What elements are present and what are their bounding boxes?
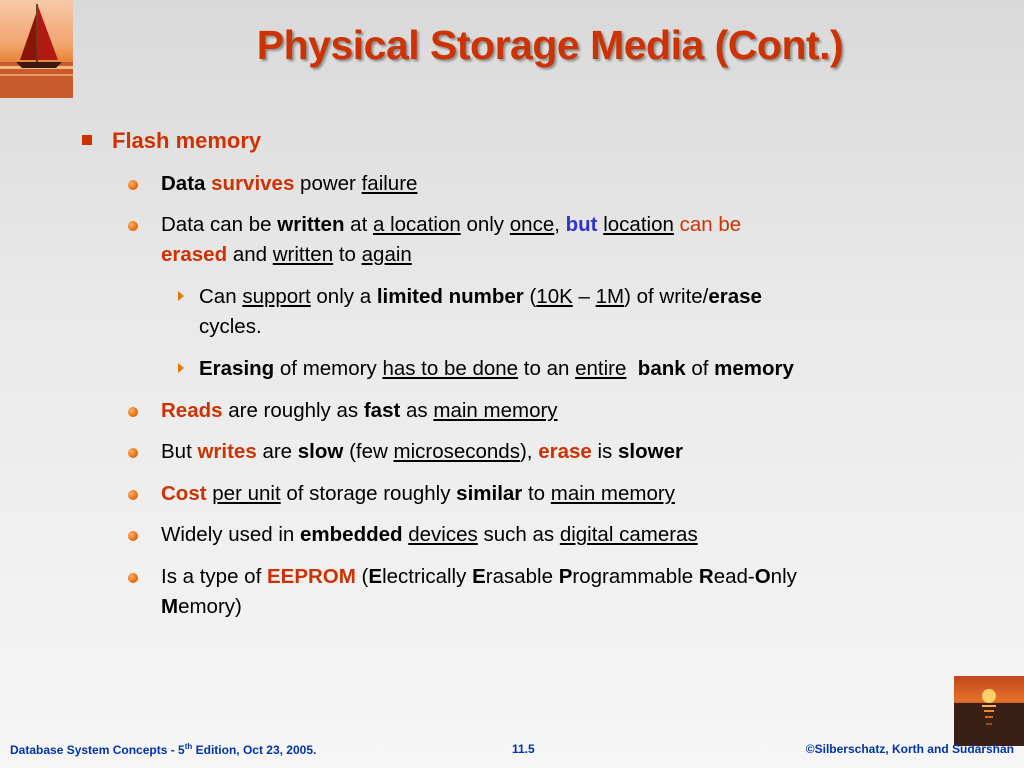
sailboat-icon: [0, 0, 73, 98]
bullet-item: Data survives power failure: [128, 169, 958, 199]
arrow-bullet-icon: [178, 363, 184, 373]
bullet-dot-icon: [128, 221, 138, 231]
square-bullet-icon: [82, 135, 92, 145]
bullet-dot-icon: [128, 573, 138, 583]
footer-page-number: 11.5: [512, 742, 535, 756]
sub-bullet-item: Can support only a limited number (10K – 1M) of write/erase cycles.: [178, 282, 958, 342]
bullet-dot-icon: [128, 407, 138, 417]
bullet-item: But writes are slow (few microseconds), erase is slower: [128, 437, 958, 467]
section-label: Flash memory: [112, 128, 262, 153]
sailboat-logo: [0, 0, 73, 98]
slide-title: Physical Storage Media (Cont.): [256, 22, 844, 68]
bullet-item: Widely used in embedded devices such as digital cameras: [128, 520, 958, 550]
bullet-item: Cost per unit of storage roughly similar to main memory: [128, 479, 958, 509]
footer-left: Database System Concepts - 5th Edition, Oct 23, 2005.: [10, 742, 317, 757]
bullet-item: Reads are roughly as fast as main memory: [128, 396, 958, 426]
bullet-dot-icon: [128, 448, 138, 458]
arrow-bullet-icon: [178, 291, 184, 301]
bullet-dot-icon: [128, 531, 138, 541]
bullet-item: Data can be written at a location only once, but location can be erased and written to again: [128, 210, 958, 270]
section-bullet: [82, 128, 261, 154]
sub-bullet-item: Erasing of memory has to be done to an entire bank of memory: [178, 354, 958, 384]
bullet-item: Is a type of EEPROM (Electrically Erasable Programmable Read-Only Memory): [128, 562, 958, 622]
sunset-icon: [954, 676, 1024, 746]
bullet-dot-icon: [128, 180, 138, 190]
bullet-dot-icon: [128, 490, 138, 500]
sunset-image: [954, 676, 1024, 746]
footer-copyright: ©Silberschatz, Korth and Sudarshan: [805, 742, 1014, 756]
